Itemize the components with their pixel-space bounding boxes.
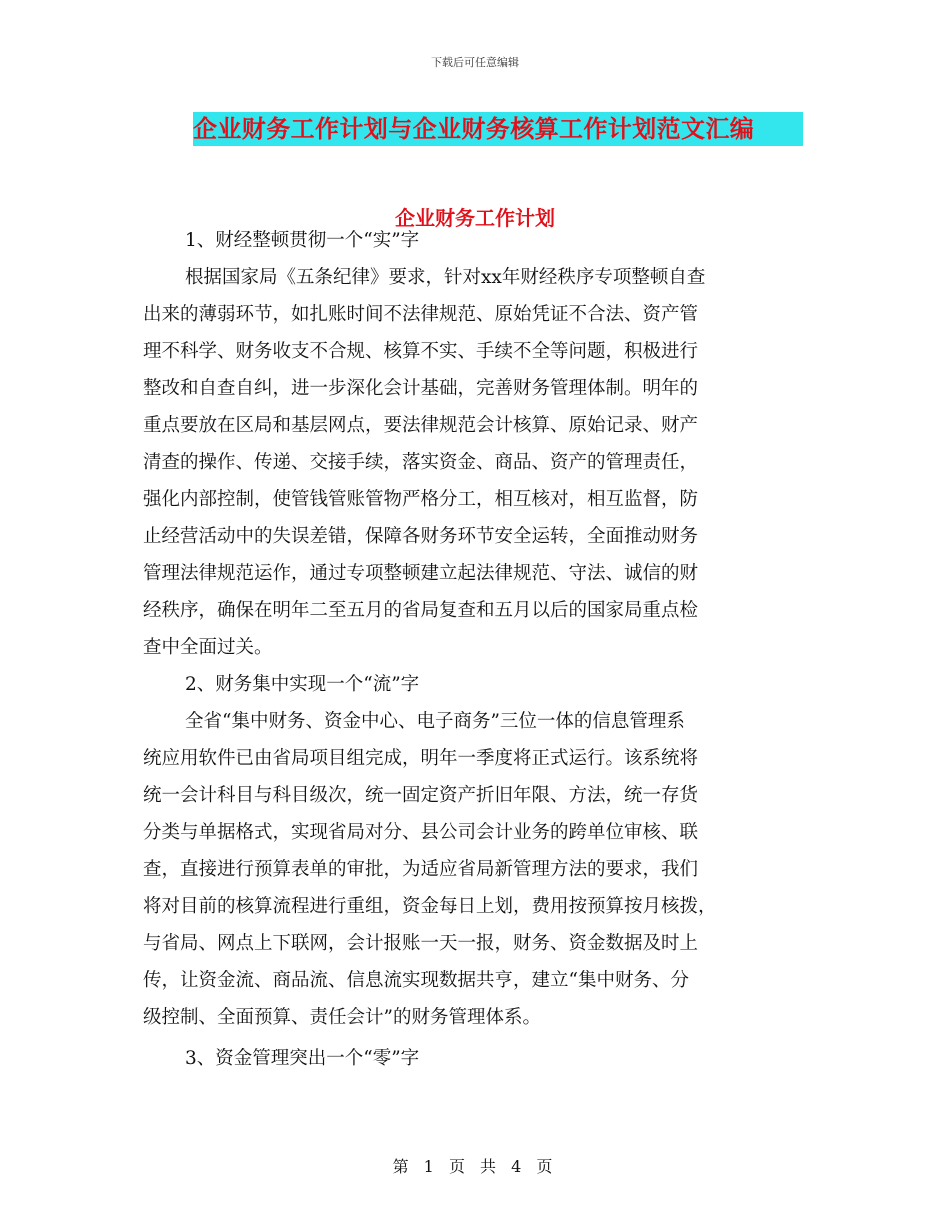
paragraph-line: 清查的操作、传递、交接手续，落实资金、商品、资产的管理责任， bbox=[143, 452, 699, 473]
paragraph-line: 查中全面过关。 bbox=[143, 637, 273, 658]
paragraph-line: 根据国家局《五条纪律》要求，针对xx年财经秩序专项整顿自查 bbox=[185, 267, 706, 288]
heading-2: 2、财务集中实现一个“流”字 bbox=[185, 674, 420, 695]
header-note: 下载后可任意编辑 bbox=[431, 56, 519, 69]
section-title: 企业财务工作计划 bbox=[395, 206, 555, 230]
document-title: 企业财务工作计划与企业财务核算工作计划范文汇编 bbox=[193, 112, 803, 146]
paragraph-line: 级控制、全面预算、责任会计”的财务管理体系。 bbox=[143, 1007, 541, 1028]
paragraph-line: 出来的薄弱环节，如扎账时间不法律规范、原始凭证不合法、资产管 bbox=[143, 304, 699, 325]
paragraph-line: 统一会计科目与科目级次，统一固定资产折旧年限、方法，统一存货 bbox=[143, 785, 699, 806]
paragraph-line: 止经营活动中的失误差错，保障各财务环节安全运转，全面推动财务 bbox=[143, 526, 699, 547]
paragraph-line: 重点要放在区局和基层网点，要法律规范会计核算、原始记录、财产 bbox=[143, 415, 699, 436]
paragraph-line: 将对目前的核算流程进行重组，资金每日上划，费用按预算按月核拨， bbox=[143, 896, 717, 917]
document-body bbox=[143, 222, 813, 1077]
paragraph-line: 整改和自查自纠，进一步深化会计基础，完善财务管理体制。明年的 bbox=[143, 378, 699, 399]
paragraph-line: 分类与单据格式，实现省局对分、县公司会计业务的跨单位审核、联 bbox=[143, 822, 699, 843]
paragraph-line: 强化内部控制，使管钱管账管物严格分工，相互核对，相互监督，防 bbox=[143, 489, 699, 510]
heading-3: 3、资金管理突出一个“零”字 bbox=[185, 1048, 420, 1069]
paragraph-line: 传，让资金流、商品流、信息流实现数据共亨，建立“集中财务、分 bbox=[143, 970, 689, 991]
paragraph-line: 经秩序，确保在明年二至五月的省局复查和五月以后的国家局重点检 bbox=[143, 600, 699, 621]
paragraph-line: 管理法律规范运作，通过专项整顿建立起法律规范、守法、诚信的财 bbox=[143, 563, 699, 584]
heading-1: 1、财经整顿贯彻一个“实”字 bbox=[185, 230, 420, 251]
paragraph-line: 全省“集中财务、资金中心、电子商务”三位一体的信息管理系 bbox=[185, 711, 685, 732]
paragraph-line: 统应用软件已由省局项目组完成，明年一季度将正式运行。该系统将 bbox=[143, 748, 699, 769]
paragraph-line: 与省局、网点上下联网，会计报账一天一报，财务、资金数据及时上 bbox=[143, 933, 699, 954]
paragraph-line: 理不科学、财务收支不合规、核算不实、手续不全等问题，积极进行 bbox=[143, 341, 699, 362]
page-footer: 第 1 页 共 4 页 bbox=[392, 1157, 558, 1176]
paragraph-line: 查，直接进行预算表单的审批，为适应省局新管理方法的要求，我们 bbox=[143, 859, 699, 880]
